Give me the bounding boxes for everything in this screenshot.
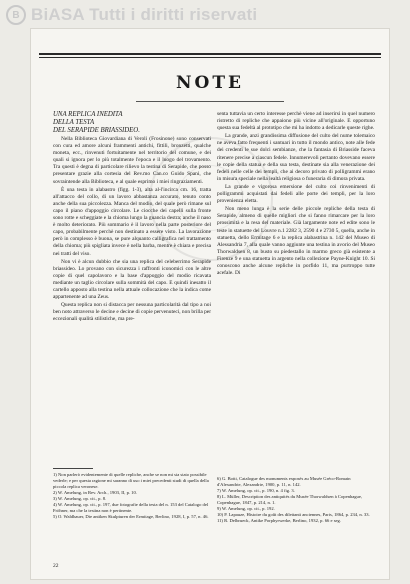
footnote: 9) W. Amelung, op. cit., p. 192. [217,506,275,511]
footnote: 1) Non parlerò evidentemente di quelle repliche, anche se non mi sia stato possibile vederle; e per questa ragione mi saranno di uso i miei precedenti studi di quella della piccola replica veronese. [53,472,209,489]
body-paragraph: La grande, anzi grandissima diffusione del culto del nume tolemaico ne aveva fatto frequenti i santuari in tutto il mondo antico, note alle fede dei credenti le sue dolci sembianze, che la fantasia di Briasside faceva ritenere precise a ciascun fedele. Innumerevoli pertanto dovevano essere le copie della statua e della sua testa, destinate sia alla venerazione dei fedeli nelle celle dei templi, che ai decoro privato di polligrammi erano in misura speciale nella lealtà religiosa o funeraria di dimora privata. [217,133,375,182]
heading-rule [136,101,284,102]
footnote: 2) W. Amelung, in Rev. Arch., 1903, II, p. 10. [53,490,137,495]
document-page [30,28,390,580]
left-column [53,111,211,324]
section-heading: NOTE [176,73,244,93]
footnote: 3) W. Amelung, op. cit., p. 8. [53,496,107,501]
watermark-banner [0,0,410,30]
footnote: 8) L. Müller, Description des antiquités du Musée Thorwaldsen à Copenhague, Copenhague, 1847, p. 214, n. 1. [217,494,363,505]
footnotes-left [53,472,211,520]
body-paragraph: Non vi è alcun dubbio che sia una replica del celeberrimo Serapide briassideo. Lo provano con sicurezza i raffronti iconomici con le altre copie di quel capolavoro e la base d'appoggio del modio ricavata mediante un taglio circolare sulla sommità del capo. E quindi inesatto il cartello apposto alla testina nella attuale collocazione che la indica come appartenente ad una Zeus. [53,258,211,301]
article-subhead: UNA REPLICA INEDITA DELLA TESTA DEL SERAPIDE BRIASSIDEO. [53,111,140,134]
footnote: 7) W. Amelung, op. cit., p. 190, n. 4 fig. 3. [217,488,295,493]
page-number: 22 [53,563,59,569]
footnote: 10) P. Lapauze, Histoire du goût des dilettanti anciennes, Paris, 1864, p. 234, n. 33. [217,512,370,517]
body-paragraph: Questa replica non si distacca per nessuna particolarità dal tipo a noi ben noto attraverso le decine e decine di copie pervenuteci, non brilla per eccezionali qualità stilistiche, ma pre- [53,302,211,323]
footnote: 6) G. Botti, Catalogue des monuments exposés au Musée Gréco-Romain d'Alexandrie, Alexandrie, 1900, p. 11, n. 142. [217,476,351,487]
top-rule-thin [39,57,381,58]
footnote: 11) R. Delbrueck, Antike Porphyrwerke, Berlino, 1932, p. 66 e seg. [217,518,341,523]
body-paragraph: È una testa in alabastro (figg. 1-3), alta al-l'incirca cm. 16, tratta all'attacco del collo, di un lavoro abbastanza accurato, tenuto conto anche della sua piccolezza. Manca del modio, del quale però rimane sul capo il piano d'appoggio circolare. Le ciocche dei capelli sulla fronte sono rotte e scheggiate e la chioma lungo la guancia destra; anche il naso è molto deteriorato. Più sommario è il lavoro nella parte posteriore del capo, probabilmente perchè non destinato a essere visto. La lavorazione però in complesso è buona, se pure alquanto calligrafica nel trattamento della chioma; più spigliata invece è nella barba, mentre è chiara e precisa nei tratti del viso. [53,186,211,257]
footnotes-right [217,476,375,524]
body-paragraph: Nella Biblioteca Giovardiana di Veroli (Frosinone) sono conservati con cura ed amore alcuni frammenti antichi, fittili, bronzetti, qualche moneta, ecc., rinvenuti fortuitamente nel territorio del comune, e dei quali si ignora per lo più totalmente l'epoca e il luogo del trovamento. Tra questi è degna di particolare rilievo la testina di Serapide, che posso presentare grazie alla cortesia del Rev.mo Can.co Guido Spani, che sovraintende alla Biblioteca, e al quale esprimo i miei ringraziamenti. [53,136,211,185]
watermark-text: BiASA Tutti i diritti riservati [31,5,258,24]
footnote-rule [53,468,93,469]
footnote: 5) O. Waldhauer, Die antiken Skulpturen der Ermitage, Berlino, 1928, I, p. 57, n. 46. [53,514,209,519]
body-paragraph: La grande e vigorosa emersione del culto coi rinvenimenti di polligrammi acquistati dai fedeli alle porte dei templi, per la loro provenienza eletta. [217,183,375,205]
biasa-logo-icon: B [6,5,26,25]
right-column [217,111,375,278]
body-paragraph: Non meno lunga è la serie delle piccole repliche della testa di Serapide, almeno di quelle migliori che si fanno rimarcare per la loro prossimità e la resa del materiale. Già largamente note ed edite sono le teste in statuette del Louvre n.1 2282 3, 2590 4 e 2730 5, quella, anche in statuetta, dello Ermitage 6 e la replica alabastrina n. 142 del Museo di Alessandria 7, alla quale vanno aggiunte una testina in avorio del Museo Thorwaldsen 8, un busto su piedestallo in marmo greco già esistente a Firenze 9 e una statuetta in argento nella collezione Payne-Knight 10. Si conoscono anche alcune repliche in porfido 11, ma purtroppo tutte acefale. Di [217,206,375,277]
body-paragraph: senta tuttavia un certo interesse perchè viene ad inserirsi in quel numero ristretto di repliche che appaiono più vicine all'originale. E opportuno questa sua fedeltà al prototipo che mi ha indotto a dedicarle queste righe. [217,111,375,132]
footnote: 4) W. Amelung, op. cit., p. 197, due fotografie della testa del n. 153 del Catalogo del Fröhner, ma che la testina non è pertinente. [53,502,209,513]
top-rule [39,53,381,55]
